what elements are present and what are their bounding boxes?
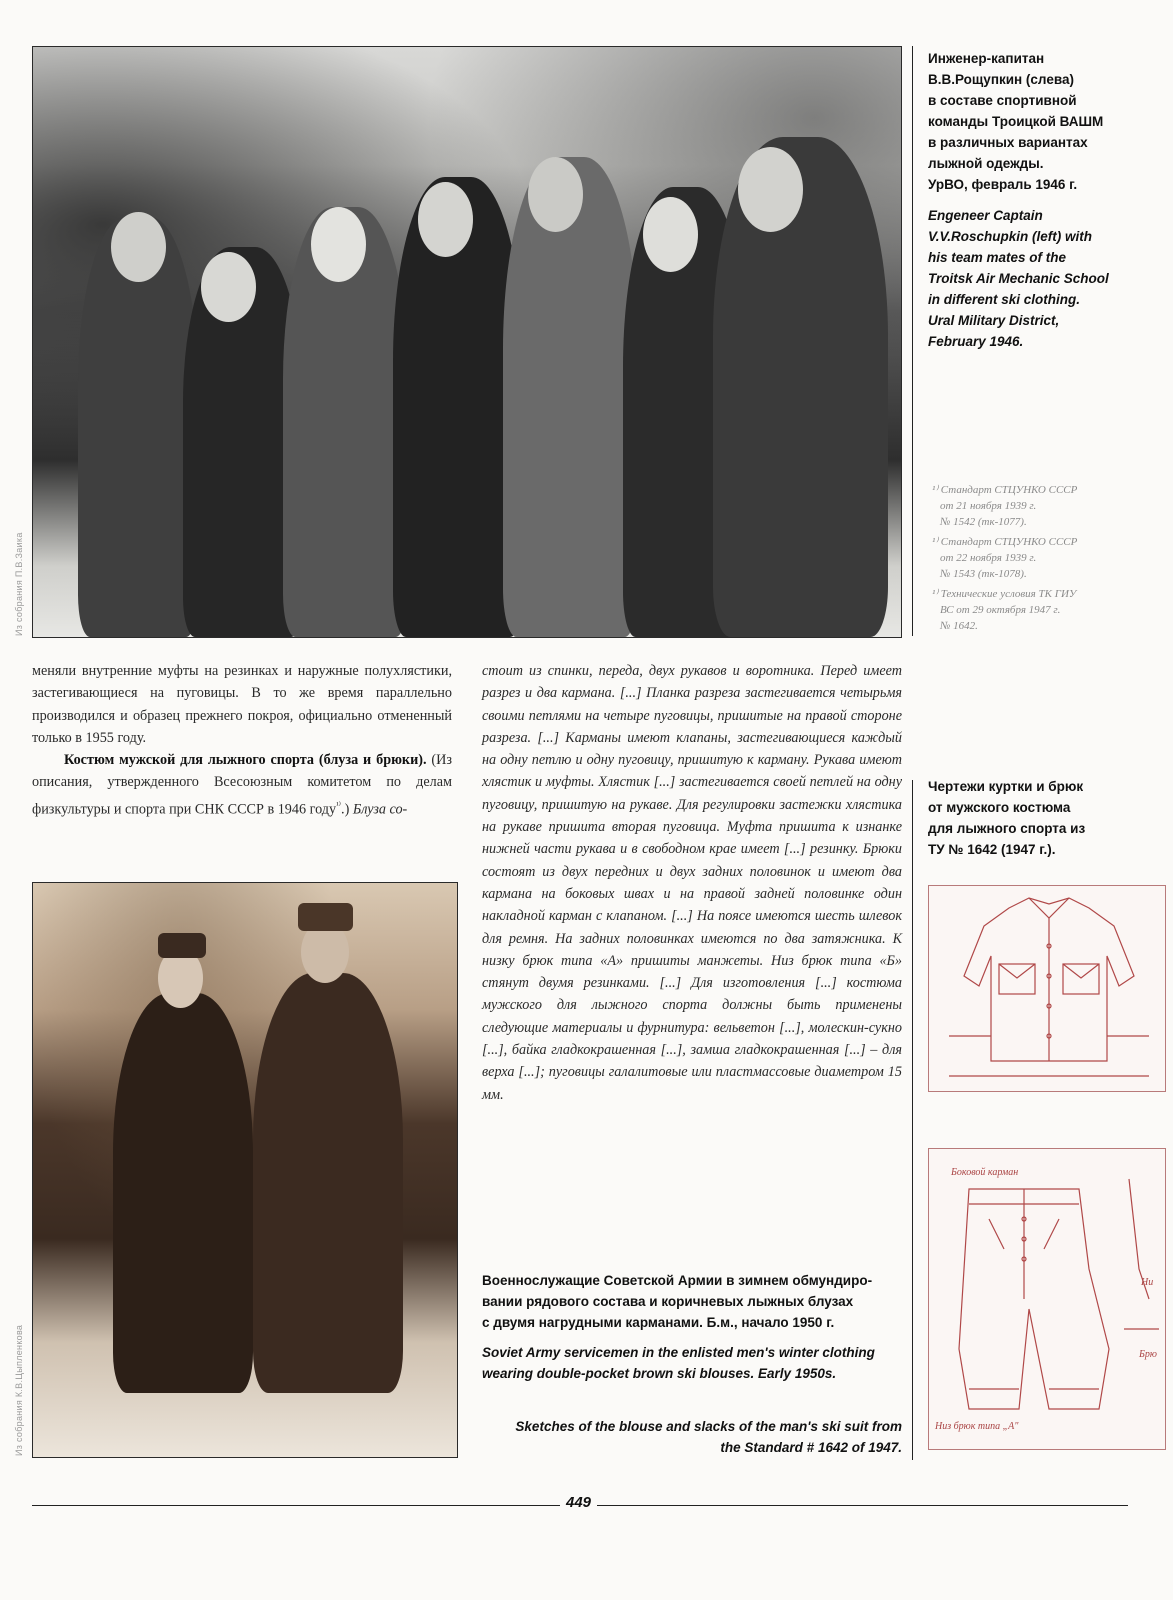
- page-number: 449: [560, 1494, 597, 1511]
- side-label: Ни: [1141, 1277, 1154, 1288]
- face: [311, 207, 366, 282]
- figure-silhouette: [503, 157, 638, 637]
- slacks-sketch: [928, 1148, 1166, 1450]
- face: [528, 157, 583, 232]
- face: [418, 182, 473, 257]
- footnote: ¹⁾ Технические условия ТК ГИУ ВС от 29 октября 1947 г. № 1642.: [932, 588, 1077, 632]
- photo-credit: Из собрания П.В.Заика: [14, 532, 24, 636]
- face: [201, 252, 256, 322]
- figure-silhouette: [713, 137, 888, 637]
- blouse-sketch: [928, 885, 1166, 1092]
- top-photo-caption-ru: Инженер-капитан В.В.Рощупкин (слева) в составе спортивной команды Троицкой ВАШМ в различных вариантах лыжной одежды. УрВО, февраль 1946 г.: [928, 51, 1104, 192]
- footnote: ¹⁾ Стандарт СТЦУНКО СССР от 21 ноября 1939 г. № 1542 (тк-1077).: [932, 484, 1078, 528]
- face: [738, 147, 803, 232]
- figure-silhouette: [253, 973, 403, 1393]
- hat: [158, 933, 206, 958]
- footnote: ¹⁾ Стандарт СТЦУНКО СССР от 22 ноября 1939 г. № 1543 (тк-1078).: [932, 536, 1078, 580]
- sketch-caption-ru: Чертежи куртки и брюк от мужского костюма для лыжного спорта из ТУ № 1642 (1947 г.).: [928, 779, 1086, 857]
- section-heading: Костюм мужской для лыжного спорта (блуза и брюки).: [64, 752, 427, 769]
- column-divider: [912, 780, 913, 1460]
- face: [111, 212, 166, 282]
- photo-credit: Из собрания К.В.Цыпленкова: [14, 1324, 24, 1456]
- left-text-column: меняли внутренние муфты на резинках и наружные полухлястики, застегивающиеся на пуговицы. В то же время параллельно производился и образец прежнего покроя, официально отмененный только в 1955 году. Костюм мужской для лыжного спорта (блуза и брюки). (Из описания, утвержденного Всесоюзным комитетом по делам физкультуры и спорта при СНК СССР в 1946 году$^{^{1)}}$.) Блуза со-: [32, 663, 453, 818]
- bottom-photo-caption-en: Soviet Army servicemen in the enlisted men's winter clothing wearing double-pocket brown ski blouses. Early 1950s.: [482, 1345, 875, 1381]
- hat: [298, 903, 353, 931]
- figure-silhouette: [113, 993, 253, 1393]
- column-divider: [912, 46, 913, 636]
- bottom-photo: [32, 882, 458, 1458]
- bottom-photo-caption-ru: Военнослужащие Советской Армии в зимнем обмундиро- вании рядового состава и коричневых лыжных блузах с двумя нагрудными карманами. Б.м., начало 1950 г.: [482, 1273, 873, 1330]
- slacks-drawing: [929, 1149, 1165, 1449]
- face: [643, 197, 698, 272]
- top-photo: [32, 46, 902, 638]
- footnotes: [932, 482, 1164, 634]
- sketch-caption-en: Sketches of the blouse and slacks of the man's ski suit from the Standard # 1642 of 1947.: [515, 1419, 902, 1455]
- blouse-drawing: [929, 886, 1165, 1091]
- bottom-label: Низ брюк типа „А": [935, 1421, 1019, 1432]
- description-column: стоит из спинки, переда, двух рукавов и воротника. Перед имеет разрез и два кармана. [...] Планка разреза застегивается четырьмя своими петлями на четыре пуговицы, пришитые на правой стороне разреза. [...] Карманы имеют клапаны, застегивающиеся каждый на одну петлю и одну пуговицу, пришитую к карману. Рукава имеют хлястик и муфты. Хлястик [...] застегивается своей петлей на одну пуговицу, пришитую на рукаве. Для регулировки застежки хлястика на рукаве пришита вторая пуговица. Муфта пришита к изнанке нижней части рукава и в свободном крае имеет [...] резинку. Брюки состоят из двух передних и двух задних половинок и имеют два кармана на боковых швах и на правой задней половинке один накладной карман с клапаном. [...] На поясе имеются шесть шлевок для ремня. На задних половинках имеются по два затяжника. К низку брюк типа «А» пришиты манжеты. Низ брюк типа «Б» стянут двумя резинками. [...] Для изготовления [...] костюма мужского для лыжного спорта должны быть применены следующие материалы и фурнитура: вельветон [...], молескин-сукно [...], байка гладкокрашенная [...], замша гладкокрашенная [...] – для верха [...]; пуговицы галалитовые или пластмассовые диаметром 15 мм.: [482, 663, 902, 1103]
- side-label: Брю: [1139, 1349, 1157, 1360]
- pocket-label: Боковой карман: [951, 1167, 1019, 1178]
- top-photo-caption-en: Engeneer Captain V.V.Roschupkin (left) with his team mates of the Troitsk Air Mechanic School in different ski clothing. Ural Military District, February 1946.: [928, 208, 1109, 349]
